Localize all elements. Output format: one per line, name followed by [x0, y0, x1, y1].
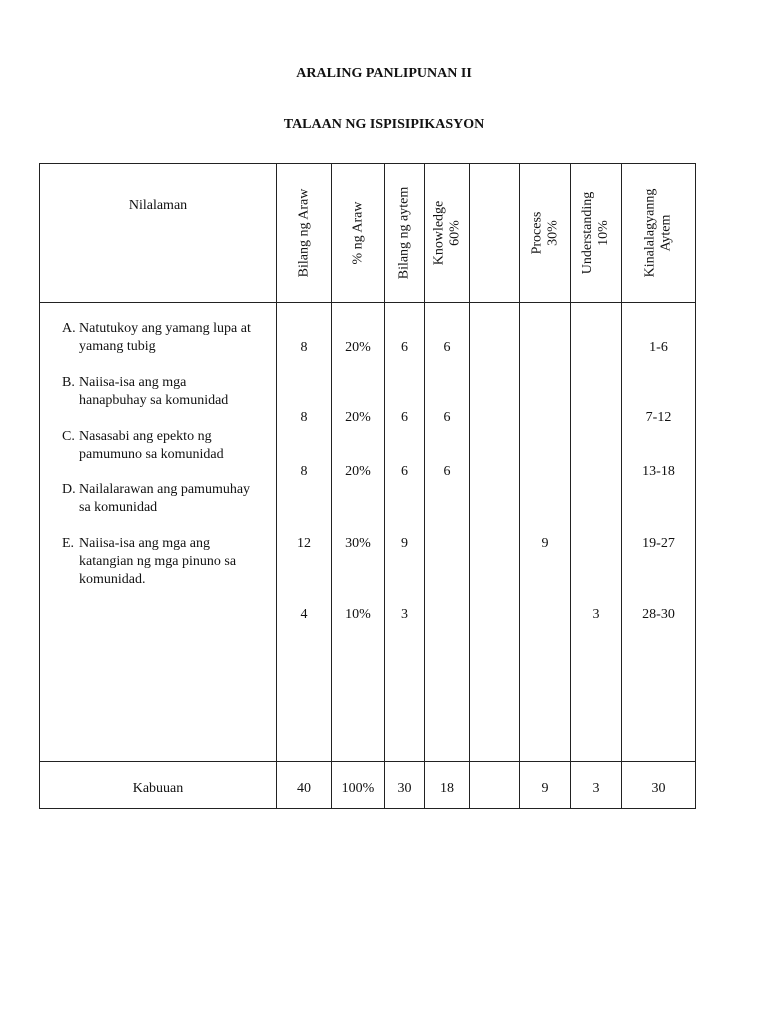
row2-days: 8	[300, 410, 308, 425]
total-process: 9	[541, 781, 549, 796]
header-understanding-cell	[571, 164, 621, 302]
header-placement-label: Kinalalagyanng	[642, 188, 658, 278]
total-items: 30	[397, 781, 412, 796]
topic-item-c	[62, 428, 272, 464]
header-understanding-percent: 10%	[596, 220, 611, 246]
row2-items: 6	[401, 410, 408, 425]
row5-items: 3	[401, 607, 408, 622]
row3-items: 6	[401, 464, 408, 479]
total-understanding: 3	[592, 781, 600, 796]
header-placement-sub: Aytem	[658, 214, 674, 252]
header-percent-days: % ng Araw	[350, 201, 365, 265]
topic-line: Natutukoy ang yamang lupa at	[79, 321, 251, 336]
header-process-label: Process	[529, 211, 544, 255]
topic-line: katangian ng mga pinuno sa	[79, 554, 237, 569]
header-divider	[39, 302, 696, 303]
header-knowledge-label: Knowledge	[431, 200, 447, 266]
row1-items: 6	[401, 340, 408, 355]
topic-letter: B.	[62, 375, 75, 390]
header-items: Bilang ng aytem	[396, 186, 412, 280]
row5-understanding: 3	[592, 607, 600, 622]
header-content: Nilalaman	[128, 198, 188, 213]
row1-knowledge: 6	[443, 340, 451, 355]
row5-placement: 28-30	[642, 607, 675, 622]
header-process-cell	[520, 164, 570, 302]
topic-line: sa komunidad	[79, 500, 158, 515]
topic-item-d	[62, 481, 272, 517]
topic-letter: E.	[62, 536, 75, 551]
row2-knowledge: 6	[443, 410, 451, 425]
header-percent-cell	[332, 164, 384, 302]
row4-items: 9	[401, 536, 408, 551]
header-placement-cell	[622, 164, 695, 302]
document-subtitle: TALAAN NG ISPISIPIKASYON	[283, 117, 485, 132]
row4-process: 9	[541, 536, 549, 551]
total-label: Kabuuan	[132, 781, 184, 796]
row4-days: 12	[297, 536, 311, 551]
total-placement: 30	[651, 781, 666, 796]
total-divider	[39, 761, 696, 762]
row1-placement: 1-6	[649, 340, 668, 355]
header-items-cell	[385, 164, 424, 302]
total-days: 40	[297, 781, 311, 796]
row3-percent: 20%	[345, 464, 371, 479]
topic-letter: D.	[62, 482, 76, 497]
header-understanding-label: Understanding	[580, 191, 595, 275]
header-blank-cell	[470, 164, 519, 302]
topic-line: Naiisa-isa ang mga ang	[79, 536, 211, 551]
row5-percent: 10%	[345, 607, 371, 622]
topic-line: Naiisa-isa ang mga	[79, 375, 187, 390]
row3-knowledge: 6	[443, 464, 451, 479]
row2-percent: 20%	[345, 410, 371, 425]
header-knowledge-cell	[425, 164, 469, 302]
row4-placement: 19-27	[642, 536, 675, 551]
topic-item-a	[62, 320, 272, 356]
document-title: ARALING PANLIPUNAN II	[296, 66, 472, 81]
header-understanding	[580, 192, 612, 274]
row5-days: 4	[300, 607, 308, 622]
row2-placement: 7-12	[645, 410, 672, 425]
header-knowledge-percent: 60%	[447, 220, 463, 246]
topic-line: komunidad.	[79, 572, 146, 587]
header-days-cell	[277, 164, 331, 302]
header-process-percent: 30%	[545, 220, 560, 246]
topic-item-b	[62, 374, 272, 410]
topic-line: Nasasabi ang epekto ng	[79, 429, 212, 444]
total-percent: 100%	[341, 781, 375, 796]
topic-letter: A.	[62, 321, 76, 336]
topic-item-e	[62, 535, 272, 589]
topic-line: yamang tubig	[79, 339, 156, 354]
topic-letter: C.	[62, 429, 75, 444]
header-process	[529, 212, 561, 255]
col-border-right	[695, 163, 696, 809]
topic-line: pamumuno sa komunidad	[79, 447, 224, 462]
total-knowledge: 18	[440, 781, 454, 796]
row3-days: 8	[300, 464, 308, 479]
col-border-left	[39, 163, 40, 809]
table-border-bottom	[39, 808, 696, 809]
row1-percent: 20%	[345, 340, 371, 355]
row3-placement: 13-18	[642, 464, 675, 479]
topic-line: Nailalarawan ang pamumuhay	[79, 482, 251, 497]
topic-line: hanapbuhay sa komunidad	[79, 393, 229, 408]
header-knowledge	[431, 201, 463, 266]
header-days: Bilang ng Araw	[296, 188, 311, 278]
header-placement	[643, 189, 675, 278]
row4-percent: 30%	[345, 536, 371, 551]
row1-days: 8	[300, 340, 308, 355]
